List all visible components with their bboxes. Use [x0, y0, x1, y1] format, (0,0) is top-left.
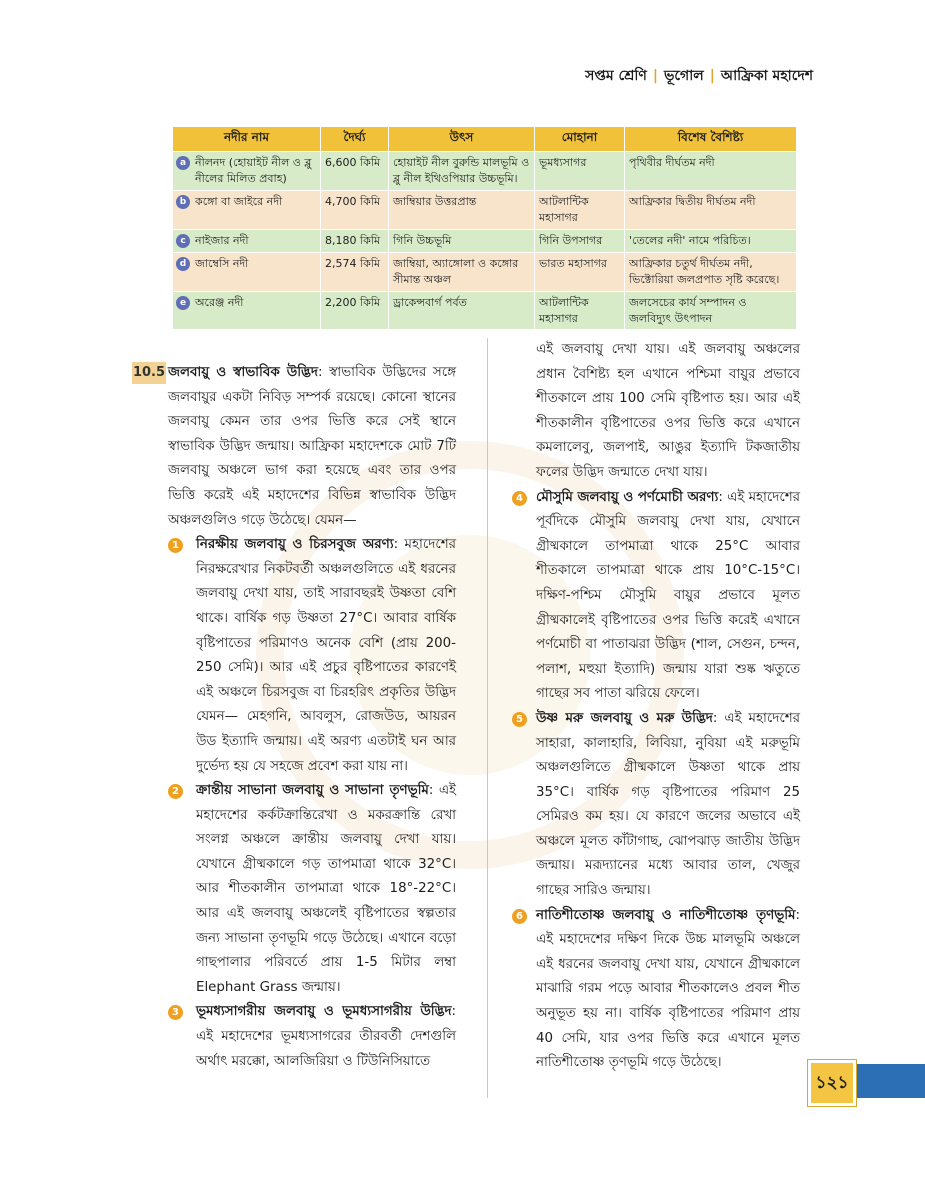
rivers-table [172, 126, 797, 330]
item-text: : এই মহাদেশের ভূমধ্যসাগরের তীরবর্তী দেশগুলি অর্থাৎ মরক্কো, আলজিরিয়া ও টিউনিসিয়াতে [196, 1004, 456, 1069]
list-item [516, 904, 800, 1076]
river-mouth: গিনি উপসাগর [535, 229, 625, 252]
river-name: নাইজার নদী [195, 233, 249, 247]
item-number-badge: 4 [512, 491, 527, 506]
page-header: সপ্তম শ্রেণি | ভূগোল | আফ্রিকা মহাদেশ [585, 68, 813, 84]
table-row [173, 291, 797, 330]
row-marker: c [176, 234, 190, 248]
item-title: নাতিশীতোষ্ণ জলবায়ু ও নাতিশীতোষ্ণ তৃণভূমি [536, 907, 796, 923]
section-title: জলবায়ু ও স্বাভাবিক উদ্ভিদ [168, 365, 318, 380]
river-name: নীলনদ (হোয়াইট নীল ও ব্লু নীলের মিলিত প্রবাহ) [195, 156, 312, 185]
list-item [168, 779, 456, 1000]
section-number: 10.5 [132, 362, 166, 384]
table-row [173, 252, 797, 291]
river-mouth: ভারত মহাসাগর [535, 252, 625, 291]
river-mouth: আটলান্টিক মহাসাগর [535, 190, 625, 229]
list-item [168, 1000, 456, 1074]
col-header-source: উৎস [389, 127, 535, 152]
river-mouth: ভূমধ্যসাগর [535, 152, 625, 191]
right-column [516, 338, 801, 1076]
river-feature: জলসেচের কার্য সম্পাদন ও জলবিদ্যুৎ উৎপাদন [625, 291, 797, 330]
page-number: ১২১ [808, 1060, 856, 1106]
list-item [516, 486, 801, 707]
item-number-badge: 2 [168, 784, 183, 799]
river-feature: পৃথিবীর দীর্ঘতম নদী [625, 152, 797, 191]
item-text: : এই মহাদেশের দক্ষিণ দিকে উচ্চ মালভূমি অঞ্চলে এই ধরনের জলবায়ু দেখা যায়, যেখানে গ্রীষ্মকালে মাঝারি গরম পড়ে আবার শীতকালেও প্রবল শীত অনুভূত হয় না। বার্ষিক বৃষ্টিপাতের পরিমাণ প্রায় 40 সেমি, যার ওপর ভিত্তি করে এখানে মূলত নাতিশীতোষ্ণ তৃণভূমি গড়ে উঠেছে। [536, 907, 800, 1071]
item-text: : মহাদেশের নিরক্ষরেখার নিকটবর্তী অঞ্চলগুলিতে এই ধরনের জলবায়ু দেখা যায়, তাই সারাবছরই উষ্ণতা বেশি থাকে। বার্ষিক গড় উষ্ণতা 27°C। আবার বার্ষিক বৃষ্টিপাতের পরিমাণও অনেক বেশি (প্রায় 200-250 সেমি)। আর এই প্রচুর বৃষ্টিপাতের কারণেই এই অঞ্চলে চিরসবুজ বা চিরহরিৎ প্রকৃতির উদ্ভিদ যেমন— মেহগনি, আবলুস, রোজউড, আয়রন উড ইত্যাদি জন্মায়। এই অরণ্য এতটাই ঘন আর দুর্ভেদ্য হয় যে সহজে প্রবেশ করা যায় না। [196, 537, 456, 774]
river-length: 6,600 কিমি [321, 152, 389, 191]
col-header-mouth: মোহানা [535, 127, 625, 152]
item-title: মৌসুমি জলবায়ু ও পর্ণমোচী অরণ্য [536, 489, 719, 505]
table-row [173, 152, 797, 191]
col-header-length: দৈর্ঘ্য [321, 127, 389, 152]
river-name: কঙ্গো বা জাইরে নদী [195, 194, 283, 208]
river-source: জাম্বিয়ার উত্তরপ্রান্ত [389, 190, 535, 229]
item-number-badge: 3 [168, 1005, 183, 1020]
river-mouth: আটলান্টিক মহাসাগর [535, 291, 625, 330]
section-intro [168, 361, 456, 533]
list-item [168, 533, 456, 779]
header-subject: ভূগোল [663, 68, 704, 84]
item-title: উষ্ণ মরু জলবায়ু ও মরু উদ্ভিদ [536, 710, 713, 726]
page-number-bar [848, 1064, 925, 1098]
river-name: অরেঞ্জ নদী [195, 295, 244, 309]
river-length: 2,574 কিমি [321, 252, 389, 291]
item-number-badge: 1 [168, 538, 183, 553]
list-item [516, 707, 800, 904]
continuation-text: এই জলবায়ু দেখা যায়। এই জলবায়ু অঞ্চলের প্রধান বৈশিষ্ট্য হল এখানে পশ্চিমা বায়ুর প্রভাবে শীতকালে প্রায় 100 সেমি বৃষ্টিপাত হয়। আর এই শীতকালীন বৃষ্টিপাতের ওপর ভিত্তি করে এখানে কমলালেবু, জলপাই, আঙুর ইত্যাদি টকজাতীয় ফলের উদ্ভিদ জন্মাতে দেখা যায়। [536, 342, 800, 480]
river-length: 8,180 কিমি [321, 229, 389, 252]
river-source: ড্রাকেন্সবার্গ পর্বত [389, 291, 535, 330]
header-chapter: আফ্রিকা মহাদেশ [720, 68, 813, 84]
col-header-name: নদীর নাম [173, 127, 321, 152]
river-name: জাম্বেসি নদী [195, 256, 249, 270]
item-text: : এই মহাদেশের কর্কটক্রান্তিরেখা ও মকরক্রান্তি রেখা সংলগ্ন অঞ্চলে ক্রান্তীয় জলবায়ু দেখা যায়। যেখানে গ্রীষ্মকালে গড় তাপমাত্রা থাকে 32°C। আর শীতকালীন তাপমাত্রা থাকে 18°-22°C। আর এই জলবায়ু অঞ্চলেই বৃষ্টিপাতের স্বল্পতার জন্য সাভানা তৃণভূমি গড়ে উঠেছে। এখানে বড়ো গাছপালার পরিবর্তে প্রায় 1-5 মিটার লম্বা Elephant Grass জন্মায়। [196, 783, 456, 995]
left-column [168, 361, 456, 1074]
table-row [173, 190, 797, 229]
section-intro-text: : স্বাভাবিক উদ্ভিদের সঙ্গে জলবায়ুর একটা নিবিড় সম্পর্ক রয়েছে। কোনো স্থানের জলবায়ু কেমন তার ওপর ভিত্তি করে সেই স্থানে স্বাভাবিক উদ্ভিদ জন্মায়। আফ্রিকা মহাদেশকে মোট 7টি জলবায়ু অঞ্চলে ভাগ করা হয়েছে এবং তার ওপর ভিত্তি করেই এই মহাদেশের বিভিন্ন স্বাভাবিক উদ্ভিদ অঞ্চলগুলিও গড়ে উঠেছে। যেমন— [168, 365, 456, 528]
river-length: 2,200 কিমি [321, 291, 389, 330]
table-row [173, 229, 797, 252]
column-divider [487, 338, 488, 1098]
item-title: ক্রান্তীয় সাভানা জলবায়ু ও সাভানা তৃণভূমি [196, 783, 429, 799]
river-feature: 'তেলের নদী' নামে পরিচিত। [625, 229, 797, 252]
river-length: 4,700 কিমি [321, 190, 389, 229]
item-text: : এই মহাদেশের পূর্বদিকে মৌসুমি জলবায়ু দেখা যায়, যেখানে গ্রীষ্মকালে তাপমাত্রা থাকে 25°C আবার শীতকালে তাপমাত্রা থাকে প্রায় 10°C-15°C। দক্ষিণ-পশ্চিম মৌসুমি বায়ুর প্রভাবে মূলত গ্রীষ্মকালেই বৃষ্টিপাতের ওপর ভিত্তি করেই এখানে পর্ণমোচী বা পাতাঝরা উদ্ভিদ (শাল, সেগুন, চন্দন, পলাশ, মহুয়া ইত্যাদি) জন্মায় যারা শুষ্ক ঋতুতে গাছের সব পাতা ঝরিয়ে ফেলে। [536, 489, 801, 702]
river-source: গিনি উচ্চভূমি [389, 229, 535, 252]
item-number-badge: 6 [512, 909, 527, 924]
item-number-badge: 5 [512, 712, 527, 727]
row-marker: a [176, 156, 190, 170]
col-header-feature: বিশেষ বৈশিষ্ট্য [625, 127, 797, 152]
item-text: : এই মহাদেশের সাহারা, কালাহারি, লিবিয়া, নুবিয়া এই মরুভূমি অঞ্চলগুলিতে গ্রীষ্মকালে উষ্ণতা থাকে প্রায় 35°C। বার্ষিক গড় বৃষ্টিপাতের পরিমাণ 25 সেমিরও কম হয়। যে কারণে জলের অভাবে এই অঞ্চলে মূলত কাঁটাগাছ, ঝোপঝাড় জাতীয় উদ্ভিদ জন্মায়। মরূদ্যানের মধ্যে আবার তাল, খেজুর গাছের সারিও জন্মায়। [536, 710, 800, 899]
row-marker: d [176, 257, 190, 271]
river-source: জাম্বিয়া, অ্যাঙ্গোলা ও কঙ্গোর সীমান্ত অঞ্চল [389, 252, 535, 291]
river-source: হোয়াইট নীল বুরুন্ডি মালভূমি ও ব্লু নীল ইথিওপিয়ার উচ্চভূমি। [389, 152, 535, 191]
river-feature: আফ্রিকার দ্বিতীয় দীর্ঘতম নদী [625, 190, 797, 229]
item-title: ভূমধ্যসাগরীয় জলবায়ু ও ভূমধ্যসাগরীয় উদ্ভিদ [196, 1004, 452, 1020]
header-class: সপ্তম শ্রেণি [585, 68, 647, 84]
table-header-row [173, 127, 797, 152]
row-marker: e [176, 296, 190, 310]
river-feature: আফ্রিকার চতুর্থ দীর্ঘতম নদী, ভিক্টোরিয়া জলপ্রপাত সৃষ্টি করেছে। [625, 252, 797, 291]
row-marker: b [176, 195, 190, 209]
item-title: নিরক্ষীয় জলবায়ু ও চিরসবুজ অরণ্য [196, 537, 394, 553]
